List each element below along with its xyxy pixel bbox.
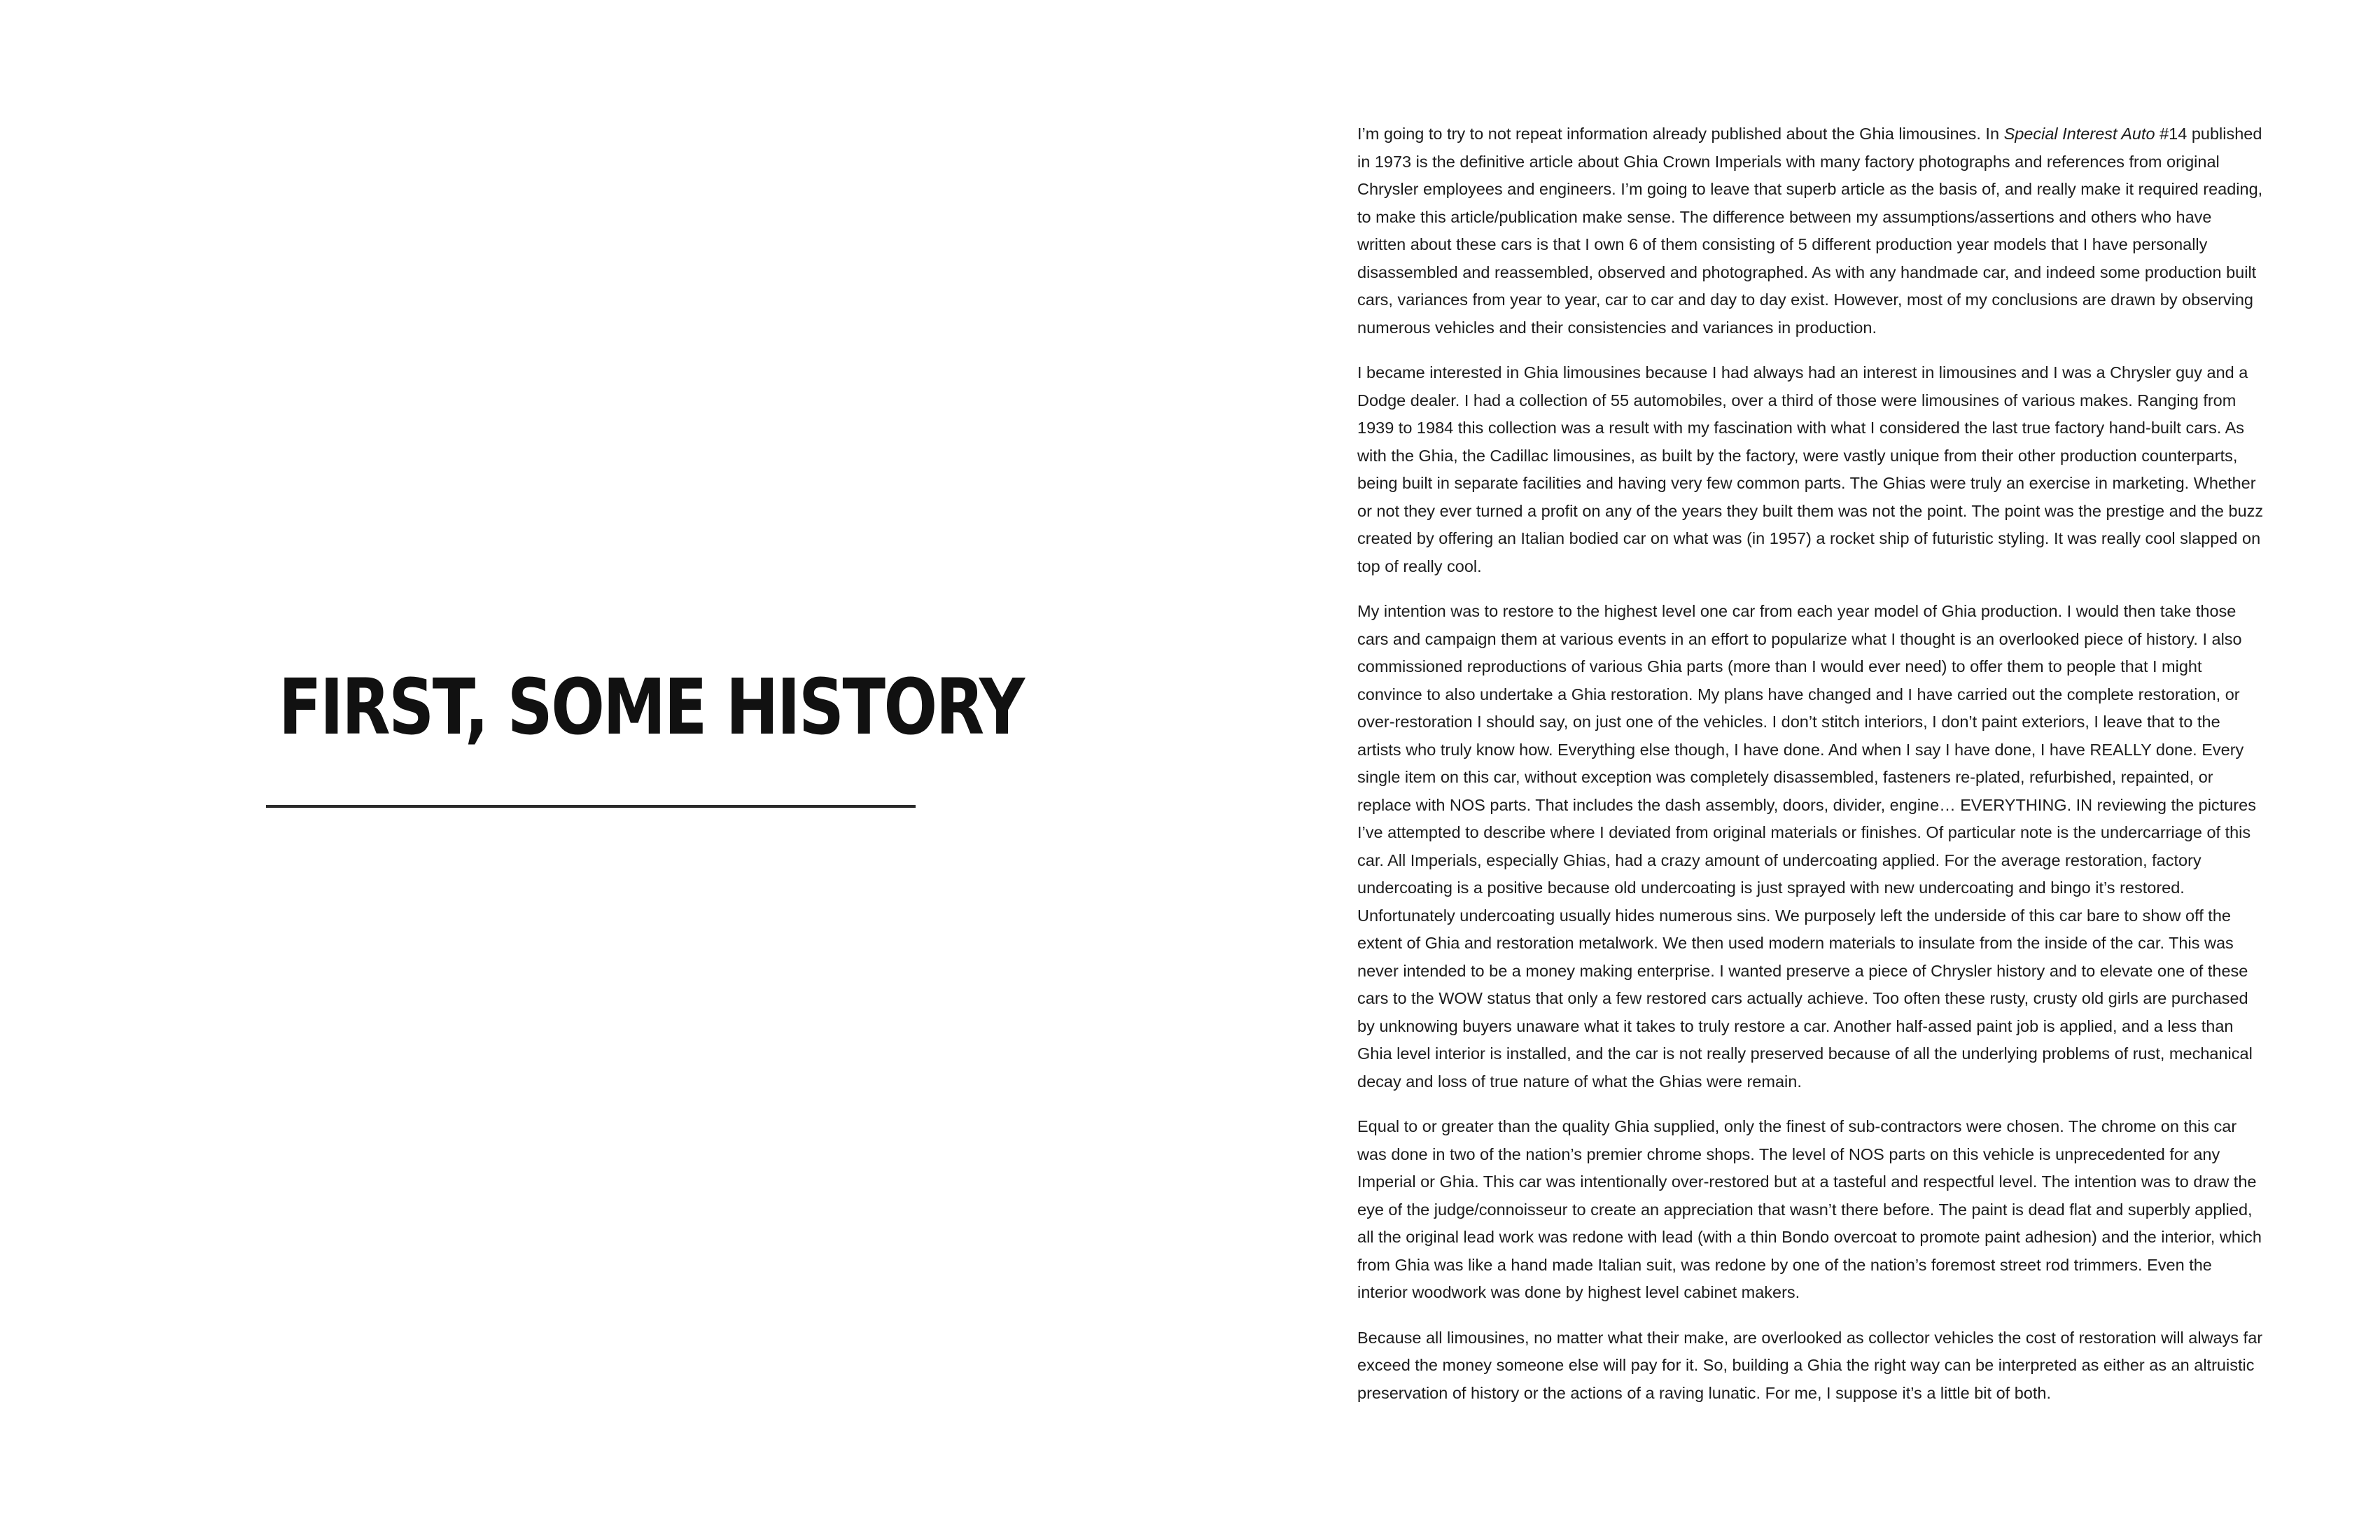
- paragraph-1: [1357, 120, 2264, 342]
- section-heading: FIRST, SOME HISTORY: [279, 662, 1023, 752]
- paragraph-5: Because all limousines, no matter what their make, are overlooked as collector vehicles the cost of restoration will always far exceed the money someone else will pay for it. So, building a Ghia the right way can be interpreted as either as an altruistic preservation of history or the actions of a raving lunatic. For me, I suppose it’s a little bit of both.: [1357, 1328, 2263, 1402]
- article-body: [1357, 120, 2264, 1424]
- heading-divider: [266, 805, 916, 808]
- paragraph-4: Equal to or greater than the quality Ghia supplied, only the finest of sub-contractors were chosen. The chrome on this car was done in two of the nation’s premier chrome shops. The level of NOS parts on this vehicle is unprecedented for any Imperial or Ghia. This car was intentionally over-restored but at a tasteful and respectful level. The intention was to draw the eye of the judge/connoisseur to create an appreciation that wasn’t there before. The paint is dead flat and superbly applied, all the original lead work was redone with lead (with a thin Bondo overcoat to promote paint adhesion) and the interior, which from Ghia was like a hand made Italian suit, was redone by one of the nation’s foremost street rod trimmers. Even the interior woodwork was done by highest level cabinet makers.: [1357, 1117, 2262, 1301]
- paragraph-3: My intention was to restore to the highest level one car from each year model of Ghia production. I would then take those cars and campaign them at various events in an effort to popularize what I thought is an overlooked piece of history. I also commissioned reproductions of various Ghia parts (more than I would ever need) to offer them to people that I might convince to also undertake a Ghia restoration. My plans have changed and I have carried out the complete restoration, or over-restoration I should say, on just one of the vehicles. I don’t stitch interiors, I don’t paint exteriors, I leave that to the artists who truly know how. Everything else though, I have done. And when I say I have done, I have REALLY done. Every single item on this car, without exception was completely disassembled, fasteners re-plated, refurbished, repainted, or replace with NOS parts. That includes the dash assembly, doors, divider, engine… EVERYTHING. IN reviewing the pictures I’ve attempted to describe where I deviated from original materials or finishes. Of particular note is the undercarriage of this car. All Imperials, especially Ghias, had a crazy amount of undercoating applied. For the average restoration, factory undercoating is a positive because old undercoating is just sprayed with new undercoating and bingo it’s restored. Unfortunately undercoating usually hides numerous sins. We purposely left the underside of this car bare to show off the extent of Ghia and restoration metalwork. We then used modern materials to insulate from the inside of the car. This was never intended to be a money making enterprise. I wanted preserve a piece of Chrysler history and to elevate one of these cars to the WOW status that only a few restored cars actually achieve. Too often these rusty, crusty old girls are purchased by unknowing buyers unaware what it takes to truly restore a car. Another half-assed paint job is applied, and a less than Ghia level interior is installed, and the car is not really preserved because of all the underlying problems of rust, mechanical decay and loss of true nature of what the Ghias were remain.: [1357, 602, 2256, 1091]
- paragraph-2: I became interested in Ghia limousines because I had always had an interest in limousines and I was a Chrysler guy and a Dodge dealer. I had a collection of 55 automobiles, over a third of those were limousines of various makes. Ranging from 1939 to 1984 this collection was a result with my fascination with what I considered the last true factory hand-built cars. As with the Ghia, the Cadillac limousines, as built by the factory, were vastly unique from their other production counterparts, being built in separate facilities and having very few common parts. The Ghias were truly an exercise in marketing. Whether or not they ever turned a profit on any of the years they built them was not the point. The point was the prestige and the buzz created by offering an Italian bodied car on what was (in 1957) a rocket ship of futuristic styling. It was really cool slapped on top of really cool.: [1357, 363, 2264, 575]
- publication-title: Special Interest Auto: [2003, 125, 2155, 143]
- right-page: [1190, 0, 2380, 1540]
- paragraph-1-lead: I’m going to try to not repeat information already published about the Ghia limousines. In: [1357, 125, 2004, 143]
- paragraph-1-rest: #14 published in 1973 is the definitive article about Ghia Crown Imperials with many factory photographs and references from original Chrysler employees and engineers. I’m going to leave that superb article as the basis of, and really make it required reading, to make this article/publication make sense. The difference between my assumptions/assertions and others who have written about these cars is that I own 6 of them consisting of 5 different production year models that I have personally disassembled and reassembled, observed and photographed. As with any handmade car, and indeed some production built cars, variances from year to year, car to car and day to day exist. However, most of my conclusions are drawn by observing numerous vehicles and their consistencies and variances in production.: [1357, 125, 2263, 337]
